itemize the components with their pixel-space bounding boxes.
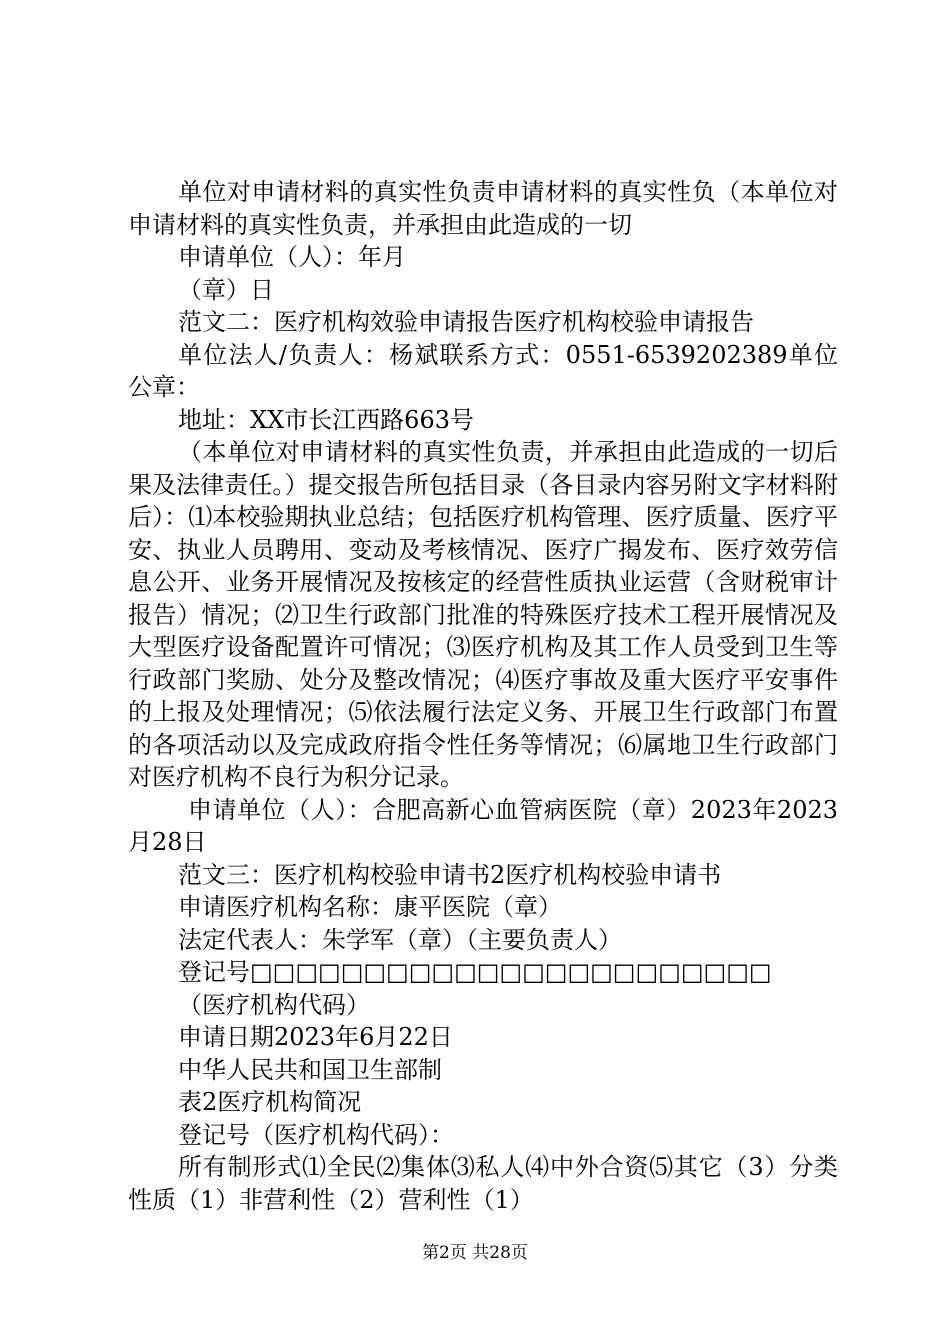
paragraph-10: 申请医疗机构名称：康平医院（章） bbox=[178, 893, 562, 921]
document-body bbox=[128, 176, 838, 1216]
paragraph-8: 申请单位（人）：合肥高新心血管病医院（章）2023年2023月28日 bbox=[128, 795, 838, 856]
paragraph-14: 申请日期2023年6月22日 bbox=[178, 1023, 453, 1051]
paragraph-16: 表2医疗机构简况 bbox=[178, 1088, 362, 1116]
paragraph-2: 申请单位（人）：年月 bbox=[178, 243, 406, 271]
paragraph-12: 登记号□□□□□□□□□□□□□□□□□□□□□□□ bbox=[178, 958, 772, 986]
paragraph-4: 范文二：医疗机构效验申请报告医疗机构校验申请报告 bbox=[178, 308, 754, 336]
paragraph-17: 登记号（医疗机构代码）： bbox=[178, 1120, 454, 1149]
paragraph-1: 单位对申请材料的真实性负责申请材料的真实性负（本单位对申请材料的真实性负责，并承担由此造成的一切 bbox=[128, 178, 838, 239]
paragraph-9: 范文三：医疗机构校验申请书2医疗机构校验申请书 bbox=[178, 860, 722, 889]
page-number-footer: 第2页 共28页 bbox=[422, 1243, 528, 1263]
paragraph-5: 单位法人/负责人：杨斌联系方式：0551-6539202389单位公章： bbox=[128, 340, 838, 401]
paragraph-15: 中华人民共和国卫生部制 bbox=[178, 1055, 442, 1084]
paragraph-7: （本单位对申请材料的真实性负责，并承担由此造成的一切后果及法律责任。）提交报告所包括目录（各目录内容另附文字材料附后）：⑴本校验期执业总结；包括医疗机构管理、医疗质量、医疗平安、执业人员聘用、变动及考核情况、医疗广揭发布、医疗效劳信息公开、业务开展情况及按核定的经营性质执业运营（含财税审计报告）情况；⑵卫生行政部门批准的特殊医疗技术工程开展情况及大型医疗设备配置许可情况；⑶医疗机构及其工作人员受到卫生等行政部门奖励、处分及整改情况；⑷医疗事故及重大医疗平安事件的上报及处理情况；⑸依法履行法定义务、开展卫生行政部门布置的各项活动以及完成政府指令性任务等情况；⑹属地卫生行政部门对医疗机构不良行为积分记录。 bbox=[128, 438, 838, 791]
paragraph-11: 法定代表人：朱学军（章）（主要负责人） bbox=[178, 925, 622, 954]
paragraph-6: 地址：XX市长江西路663号 bbox=[178, 405, 474, 434]
paragraph-18: 所有制形式⑴全民⑵集体⑶私人⑷中外合资⑸其它（3）分类性质（1）非营利性（2）营利性（1） bbox=[128, 1153, 838, 1214]
paragraph-13: （医疗机构代码） bbox=[178, 990, 370, 1019]
paragraph-3: （章）日 bbox=[178, 275, 274, 304]
